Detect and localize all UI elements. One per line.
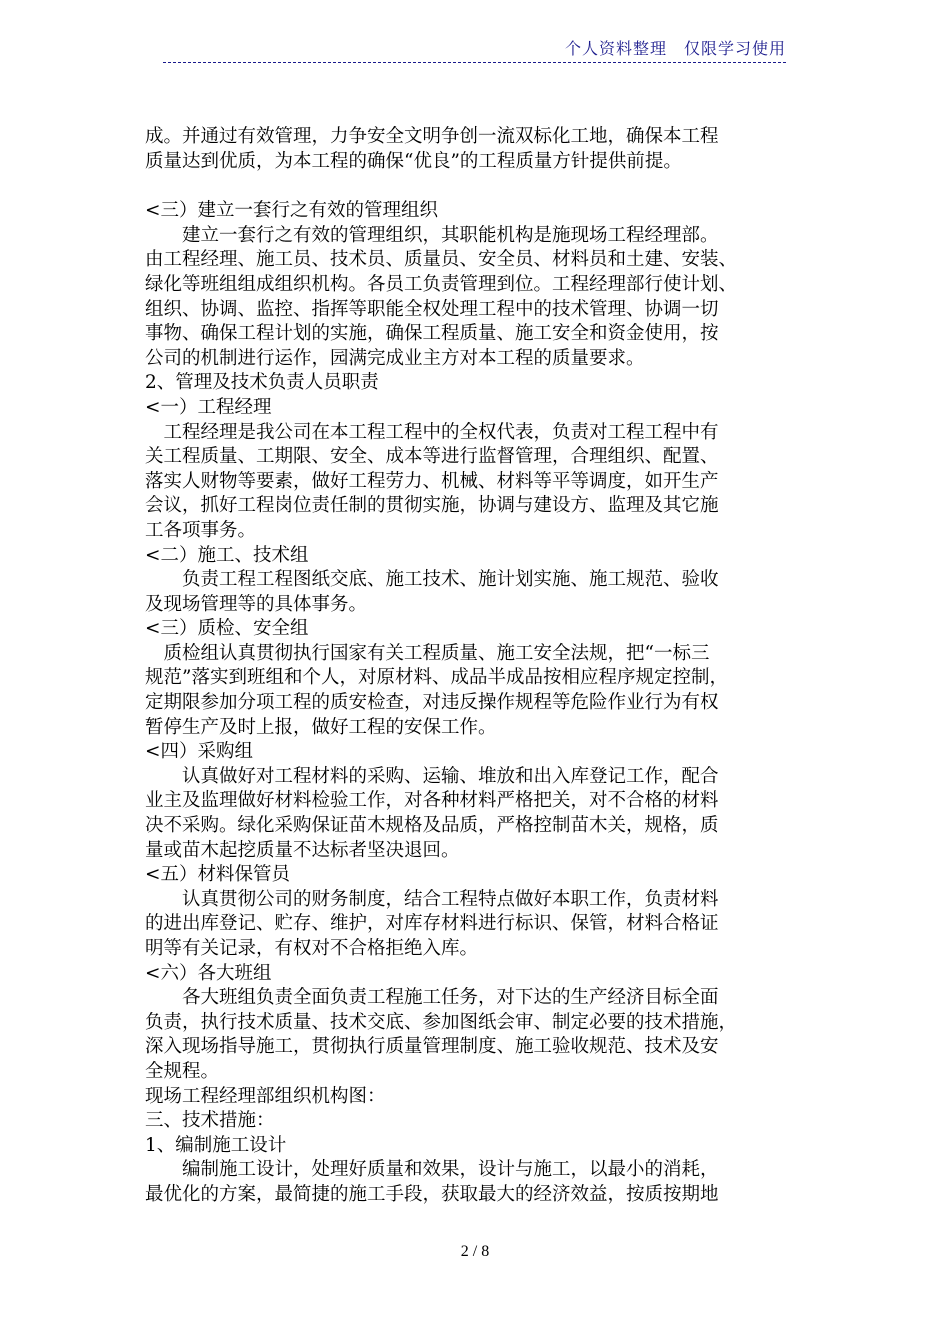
paragraph-gap: [145, 174, 827, 199]
text-line: <三）质检、安全组: [145, 618, 309, 640]
page-header: [163, 36, 786, 63]
text-line: 最优化的方案，最简捷的施工手段，获取最大的经济效益，按质按期地: [145, 1183, 719, 1205]
text-line: 深入现场指导施工，贯彻执行质量管理制度、施工验收规范、技术及安: [145, 1036, 719, 1058]
text-line: 全规程。: [145, 1060, 220, 1082]
text-line: <三）建立一套行之有效的管理组织: [145, 200, 439, 222]
text-line: 暂停生产及时上报，做好工程的安保工作。: [145, 716, 497, 738]
text-line: 质检组认真贯彻执行国家有关工程质量、施工安全法规，把“一标三: [145, 642, 710, 664]
text-line: 业主及监理做好材料检验工作，对各种材料严格把关，对不合格的材料: [145, 790, 719, 812]
text-line: 规范”落实到班组和个人，对原材料、成品半成品按相应程序规定控制，: [145, 667, 728, 689]
text-line: 绿化等班组组成组织机构。各员工负责管理到位。工程经理部行使计划、: [145, 273, 738, 295]
main-text-block: [145, 199, 827, 1207]
text-line: 三、技术措施：: [145, 1110, 275, 1132]
text-line: 成。并通过有效管理，力争安全文明争创一流双标化工地，确保本工程: [145, 126, 719, 147]
text-line: 量或苗木起挖质量不达标者坚决退回。: [145, 839, 460, 861]
text-line: 决不采购。绿化采购保证苗木规格及品质，严格控制苗木关，规格，质: [145, 815, 719, 837]
text-line: 认真做好对工程材料的采购、运输、堆放和出入库登记工作，配合: [145, 765, 719, 787]
text-line: 工各项事务。: [145, 519, 257, 541]
text-line: 明等有关记录，有权对不合格拒绝入库。: [145, 938, 479, 959]
text-line: <五）材料保管员: [145, 864, 291, 886]
text-line: 事物、确保工程计划的实施，确保工程质量、施工安全和资金使用，按: [145, 323, 719, 345]
text-line: <六）各大班组: [145, 962, 272, 984]
text-line: 会议，抓好工程岗位责任制的贯彻实施，协调与建设方、监理及其它施: [145, 495, 719, 517]
text-line: <一）工程经理: [145, 396, 272, 418]
text-line: 质量达到优质，为本工程的确保“优良”的工程质量方针提供前提。: [145, 150, 682, 172]
text-line: 关工程质量、工期限、安全、成本等进行监督管理，合理组织、配置、: [145, 446, 719, 468]
text-line: 及现场管理等的具体事务。: [145, 593, 368, 615]
text-line: <二）施工、技术组: [145, 544, 309, 566]
text-line: 2、管理及技术负责人员职责: [145, 372, 379, 394]
text-line: 由工程经理、施工员、技术员、质量员、安全员、材料员和土建、安装、: [145, 249, 738, 271]
text-line: 1、编制施工设计: [145, 1134, 287, 1156]
text-line: 公司的机制进行运作，园满完成业主方对本工程的质量要求。: [145, 347, 645, 369]
text-line: 编制施工设计，处理好质量和效果，设计与施工，以最小的消耗，: [145, 1159, 719, 1181]
text-line: 各大班组负责全面负责工程施工任务，对下达的生产经济目标全面: [145, 987, 719, 1009]
document-body: [145, 125, 827, 1208]
text-line: 落实人财物等要素，做好工程劳力、机械、材料等平等调度，如开生产: [145, 470, 719, 492]
text-line: 现场工程经理部组织机构图：: [145, 1085, 386, 1107]
text-line: 负责工程工程图纸交底、施工技术、施计划实施、施工规范、验收: [145, 569, 719, 591]
text-line: 负责，执行技术质量、技术交底、参加图纸会审、制定必要的技术措施，: [145, 1011, 738, 1033]
text-line: 建立一套行之有效的管理组织，其职能机构是施现场工程经理部。: [145, 224, 719, 246]
header-text: 个人资料整理 仅限学习使用: [564, 39, 786, 58]
page-number: 2 / 8: [460, 1243, 490, 1260]
text-line: 组织、协调、监控、指挥等职能全权处理工程中的技术管理、协调一切: [145, 298, 719, 320]
text-line: 的进出库登记、贮存、维护，对库存材料进行标识、保管，材料合格证: [145, 913, 719, 935]
text-line: 工程经理是我公司在本工程工程中的全权代表，负责对工程工程中有: [145, 421, 719, 443]
text-line: 认真贯彻公司的财务制度，结合工程特点做好本职工作，负责材料: [145, 888, 719, 910]
text-line: <四）采购组: [145, 741, 254, 763]
text-line: 定期限参加分项工程的质安检查，对违反操作规程等危险作业行为有权: [145, 692, 719, 714]
